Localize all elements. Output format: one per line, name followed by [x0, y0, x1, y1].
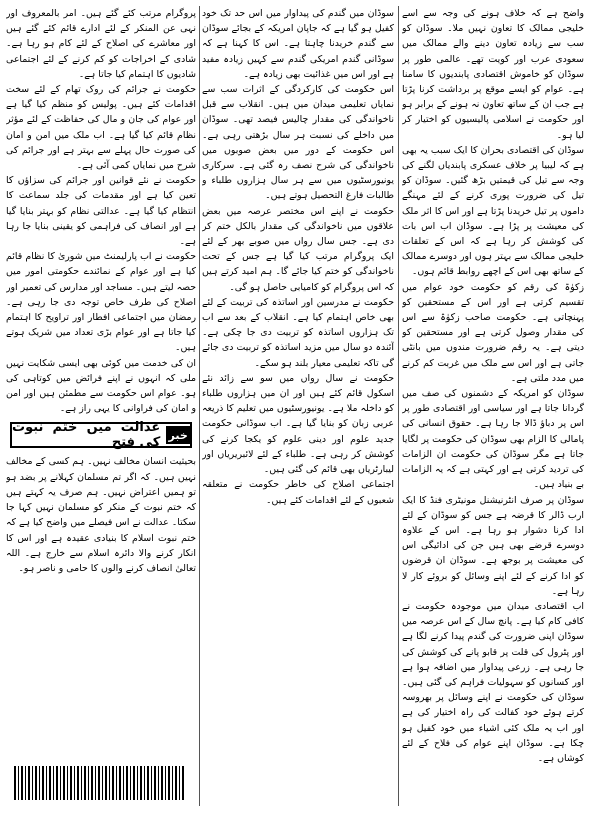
paragraph: بحیثیت انسان مخالف نہیں۔ ہم کسی کے مخالف نہیں ہیں۔ کہ اگر تم مسلمان کہلانے پر بضد ہو تو ہمیں اعتراض نہیں۔ ہم صرف یہ کہتے ہیں کہ ختم نبوت کے منکر کو مسلمان نہیں کہا جا سکتا۔ عدالت نے اس فیصلے میں واضح کیا ہے کہ ختم نبوت اسلام کا بنیادی عقیدہ ہے اور اس کا انکار کرنے والا دائرہ اسلام سے خارج ہے۔ اللہ تعالیٰ انصاف کرنے والوں کا حامی و ناصر ہو۔: [6, 456, 196, 574]
paragraph: پروگرام مرتب کئے گئے ہیں۔ امر بالمعروف اور نہی عن المنکر کے لئے ادارے قائم کئے گئے ہیں اور معاشرے کی اصلاح کے لئے کام ہو رہا ہے۔ شادی کے اخراجات کو کم کرنے کے لئے اجتماعی شادیوں کا اہتمام کیا جاتا ہے۔: [6, 8, 196, 80]
paragraph: اجتماعی اصلاح کی خاطر حکومت نے متعلقہ شعبوں کے لئے اقدامات کئے ہیں۔: [202, 479, 394, 506]
paragraph: زکوٰۃ کی رقم کو حکومت خود عوام میں تقسیم کرتی ہے اور اس کے مستحقین کو پہنچاتی ہے۔ حکومت صاحب زکوٰۃ سے اس کی مقدار وصول کرتی ہے اور مستحقین کو دیتی ہے۔ یہ رقم ضرورت مندوں میں بانٹی جاتی ہے اور اس سے ملک میں غربت کم کرنے میں مدد ملتی ہے۔: [402, 281, 584, 384]
paragraph: اس حکومت کی کارکردگی کے اثرات سب سے نمایاں تعلیمی میدان میں ہیں۔ انقلاب سے قبل ناخواندگی کی مقدار چالیس فیصد تھی۔ سوڈان میں داخلے کی نسبت ہر سال بڑھتی رہی ہے۔ اس حکومت کے دور میں بعض صوبوں میں ناخواندگی کی شرح نصف رہ گئی ہے۔ سرکاری یونیورسٹیوں میں سے ہر سال ہزاروں طلباء و طالبات فارغ التحصیل ہوتے ہیں۔: [202, 84, 394, 202]
paragraph: سوڈان کو امریکہ کے دشمنوں کی صف میں گردانا جاتا ہے اور سیاسی اور اقتصادی طور پر اس پر دباؤ ڈالا جا رہا ہے۔ حقوق انسانی کی پامالی کا الزام بھی سوڈان کی حکومت پر لگایا جاتا ہے مگر سوڈان کی حکومت ان الزامات کی تردید کرتی ہے اور کہتی ہے کہ یہ الزامات بے بنیاد ہیں۔: [402, 388, 584, 491]
section-headline: [10, 420, 192, 451]
headline-text: عدالت میں ختم نبوت کی فتح: [12, 420, 161, 451]
column-divider: [199, 6, 200, 806]
paragraph: سوڈان میں گندم کی پیداوار میں اس حد تک خود کفیل ہو گیا ہے کہ جاپان امریکہ کے بجائے سوڈان سے گندم خریدنا چاہتا ہے۔ اس کا کہنا ہے کہ سوڈانی گندم امریکی گندم سے کہیں زیادہ مفید ہے اور اس میں غذائیت بھی زیادہ ہے۔: [202, 8, 394, 80]
column-divider: [398, 6, 399, 806]
paragraph: اب اقتصادی میدان میں موجودہ حکومت نے کافی کام کیا ہے۔ پانچ سال کے اس عرصہ میں سوڈان اپنی ضرورت کی گندم پیدا کرنے لگا ہے اور پٹرول کی قلت پر قابو پانے کی کوشش کی جا رہی ہے۔ زرعی پیداوار میں اضافہ ہوا ہے اور کسانوں کو سہولیات فراہم کی گئی ہیں۔ سوڈان کی حکومت نے اپنے وسائل پر بھروسہ کرتے ہوئے خود کفالت کی راہ اختیار کی ہے اور اب یہ ملک کئی اشیاء میں خود کفیل ہو چکا ہے۔ سوڈان اپنے عوام کی فلاح کے لئے کوشاں ہے۔: [402, 600, 584, 764]
column-left: [6, 6, 196, 806]
paragraph: سوڈان پر صرف انٹرنیشنل مونیٹری فنڈ کا ایک ارب ڈالر کا قرضہ ہے جس کو سوڈان کے لئے ادا کرنا دشوار ہو رہا ہے۔ اس کے علاوہ دوسرے قرضے بھی ہیں جن کی ادائیگی اس کی معیشت پر بوجھ ہے۔ سوڈان ان قرضوں کو ادا کرنے کے لئے اپنے وسائل کو بروئے کار لا رہا ہے۔: [402, 494, 584, 597]
headline-tag: خبر: [166, 426, 190, 444]
paragraph: حکومت نے نئے قوانین اور جرائم کی سزاؤں کا تعین کیا ہے اور مقدمات کی جلد سماعت کا انتظام کیا گیا ہے۔ عدالتی نظام کو بہتر بنایا گیا ہے اور انصاف کی فراہمی کو یقینی بنایا جا رہا ہے۔: [6, 175, 196, 248]
paragraph: ان کی خدمت میں کوئی بھی ایسی شکایت نہیں ملی کہ انہوں نے اپنے فرائض میں کوتاہی کی ہو۔ عوام اس حکومت سے مطمئن ہیں اور امن و امان کی فراوانی کا یہی راز ہے۔: [6, 357, 196, 415]
paragraph: حکومت نے جرائم کی روک تھام کے لئے سخت اقدامات کئے ہیں۔ پولیس کو منظم کیا گیا ہے اور عوام کی جان و مال کی حفاظت کے لئے مؤثر نظام قائم کیا گیا ہے۔ اب ملک میں امن و امان کی صورت حال پہلے سے بہتر ہے اور جرائم کی شرح میں نمایاں کمی آئی ہے۔: [6, 84, 196, 172]
paragraph: حکومت نے مدرسین اور اساتذہ کی تربیت کے لئے بھی خاص اہتمام کیا ہے۔ انقلاب کے بعد سے اب تک ہزاروں اساتذہ کو تربیت دی جا چکی ہے۔ آئندہ دو سال میں مزید اساتذہ کو تربیت دی جائے گی تاکہ تعلیمی معیار بلند ہو سکے۔: [202, 296, 394, 369]
paragraph: سوڈان کی اقتصادی بحران کا ایک سبب یہ بھی ہے کہ لیبیا پر خلاف عسکری پابندیاں لگنے کی وجہ سے تیل کی قیمتیں بڑھ گئیں۔ سوڈان کو تیل کی ضرورت پوری کرنے کے لئے مہنگے داموں پر تیل خریدنا پڑتا ہے اور اس کا اثر ملک کی معیشت پر پڑا ہے۔ سوڈان اب اس بات کی کوشش کر رہا ہے کہ اس کے تعلقات خلیجی ممالک سے بہتر ہوں اور دوسرے ممالک کے ساتھ بھی اس کے اچھے روابط قائم ہوں۔: [402, 144, 584, 278]
barcode-graphic: [14, 766, 186, 800]
column-middle: [202, 6, 394, 806]
paragraph: واضح ہے کہ خلاف ہونے کی وجہ سے اسے خلیجی ممالک کا تعاون نہیں ملا۔ سوڈان کو سب سے زیادہ تعاون دینے والے ممالک میں سعودی عرب اور کویت تھے۔ عالمی طور پر سوڈان کو خاموش اقتصادی پابندیوں کا سامنا ہے۔ عوام کو ایسے موقع پر برداشت کرنا پڑتا ہے جب ان کے ساتھ تعاون نہ ہونے کے برابر ہو اور حکومت نے اسلامی پالیسیوں کو اختیار کر لیا ہو۔: [402, 8, 584, 141]
paragraph: حکومت نے اب پارلیمنٹ میں شوریٰ کا نظام قائم کیا ہے اور عوام کے نمائندے حکومتی امور میں حصہ لیتے ہیں۔ مساجد اور مدارس کی تعمیر اور اصلاح کی طرف خاص توجہ دی جا رہی ہے۔ رمضان میں اجتماعی افطار اور تراویح کا اہتمام کیا جاتا ہے اور عوام بڑی تعداد میں شریک ہوتے ہیں۔: [6, 251, 196, 354]
paragraph: حکومت نے اپنے اس مختصر عرصہ میں بعض علاقوں میں ناخواندگی کی مقدار بالکل ختم کر دی ہے۔ جس سال رواں میں صوبے بھر کے لئے ایک پروگرام مرتب کیا گیا ہے جس کے تحت ناخواندگی کو ختم کیا جائے گا۔ ہم امید کرتے ہیں کہ اس پروگرام کو کامیابی حاصل ہو گی۔: [202, 205, 394, 293]
column-right: [402, 6, 584, 806]
paragraph: حکومت نے سال رواں میں سو سے زائد نئے اسکول قائم کئے ہیں اور ان میں ہزاروں طلباء کو داخلہ ملا ہے۔ یونیورسٹیوں میں تعلیم کا ذریعہ عربی زبان کو بنایا گیا ہے۔ اب سوڈانی حکومت جدید علوم اور دینی علوم کو یکجا کرنے کی کوشش کر رہی ہے۔ طلباء کے لئے لائبریریاں اور لیبارٹریاں بھی قائم کی گئی ہیں۔: [202, 372, 394, 476]
